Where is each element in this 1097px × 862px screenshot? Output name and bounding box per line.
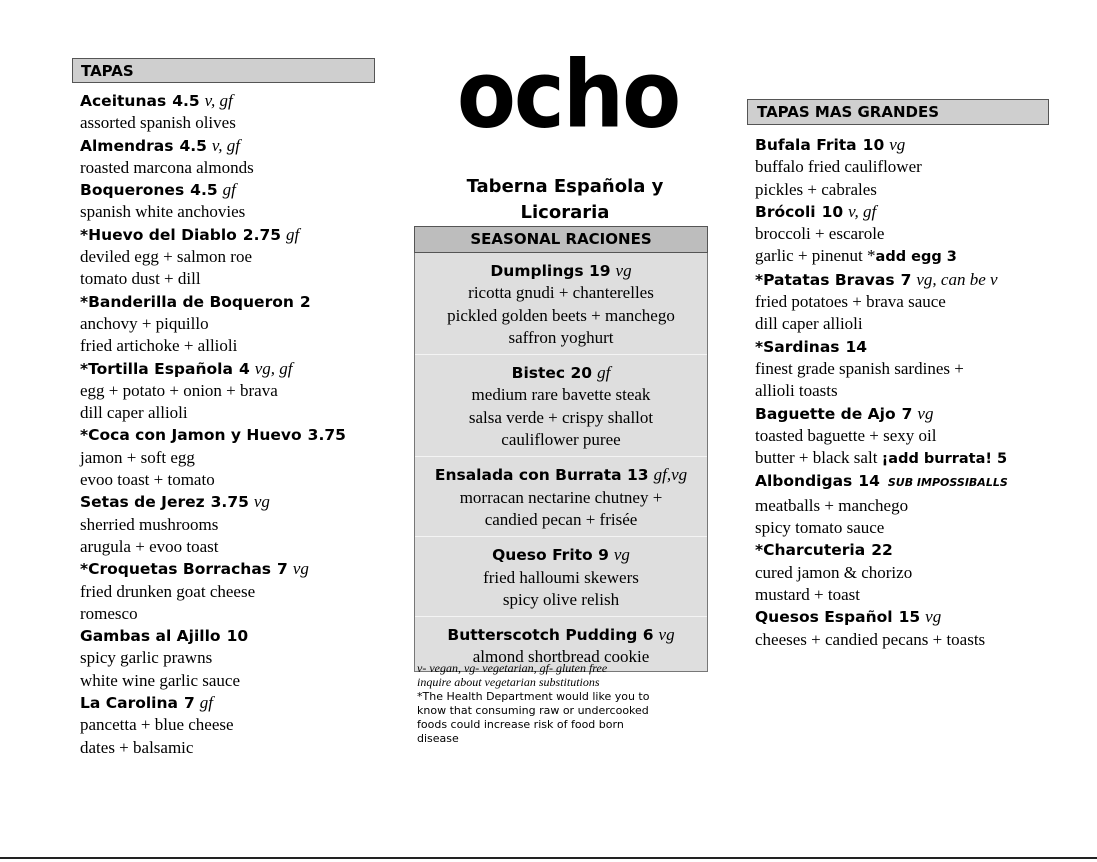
item-name: Brócoli (755, 202, 816, 221)
item-description: allioli toasts (755, 381, 838, 401)
seasonal-item-description: ricotta gnudi + chanterelles (468, 283, 654, 303)
grandes-list (755, 134, 1055, 651)
seasonal-item-name: Queso Frito 9 (492, 546, 609, 565)
item-description: meatballs + manchego (755, 495, 909, 515)
item-description: tomato dust + dill (80, 269, 201, 289)
item-name: Bufala Frita (755, 136, 857, 154)
seasonal-item-description: spicy olive relish (502, 589, 620, 609)
seasonal-item-diet-tags: gf (597, 363, 611, 383)
seasonal-item (415, 253, 707, 355)
item-description: romesco (80, 603, 138, 623)
tapas-header-label: TAPAS (81, 62, 134, 80)
diet-legend: v- vegan, vg- vegetarian, gf- gluten free (417, 661, 608, 675)
tapas-list (80, 90, 380, 759)
item-description: mustard + toast (755, 584, 860, 604)
item-price: 3.75 (210, 493, 249, 512)
menu-item (755, 539, 1055, 606)
bottom-divider (0, 857, 1097, 859)
seasonal-item-name-row (419, 362, 703, 384)
item-name-row (80, 625, 380, 647)
seasonal-item-description: pickled golden beets + manchego (447, 305, 675, 325)
item-name: *Croquetas Borrachas (80, 560, 272, 579)
item-name-row (80, 358, 380, 380)
item-name-row (80, 424, 380, 446)
addon-offer: ¡add burrata! 5 (881, 451, 1008, 468)
health-line: know that consuming raw or undercooked (417, 703, 649, 717)
seasonal-header (414, 226, 708, 253)
item-description: dill caper allioli (80, 403, 188, 423)
item-description: spicy tomato sauce (755, 518, 885, 538)
seasonal-item-description: cauliflower puree (501, 430, 621, 450)
menu-item (80, 90, 380, 135)
item-name: Boquerones (80, 181, 185, 200)
item-description: pancetta + blue cheese (80, 715, 234, 735)
item-description: roasted marcona almonds (80, 157, 254, 177)
footnote (417, 661, 717, 747)
seasonal-item (415, 457, 707, 537)
item-diet-tags: gf (199, 693, 214, 713)
item-description: egg + potato + onion + brava (80, 380, 278, 400)
item-name-row (755, 470, 1055, 494)
item-name: Quesos Español (755, 608, 893, 627)
item-description: fried drunken goat cheese (80, 581, 256, 601)
item-name-row (80, 90, 380, 112)
item-price: 4.5 (179, 136, 207, 155)
menu-item (80, 179, 380, 224)
item-description: finest grade spanish sardines + (755, 358, 964, 378)
seasonal-item-name: Ensalada con Burrata 13 (434, 466, 649, 485)
seasonal-item-description: saffron yoghurt (508, 327, 614, 347)
menu-item (755, 336, 1055, 403)
item-price: 10 (862, 136, 885, 154)
item-price: 10 (226, 627, 249, 646)
addon-description: butter + black salt (755, 448, 882, 468)
seasonal-item-diet-tags: gf,vg (653, 465, 688, 485)
item-name: Albondigas (755, 472, 853, 491)
item-description: buffalo fried cauliflower (755, 157, 922, 177)
item-description: spanish white anchovies (80, 202, 246, 222)
item-diet-tags: vg, gf (254, 358, 293, 378)
item-description: cured jamon & chorizo (755, 562, 913, 582)
item-name: *Charcuteria (755, 541, 866, 560)
item-price: 7 (901, 404, 913, 423)
item-diet-tags: vg (253, 492, 270, 512)
menu-item (755, 470, 1055, 539)
menu-item (80, 224, 380, 291)
seasonal-item-diet-tags: vg (658, 625, 675, 645)
seasonal-item-name: Bistec 20 (511, 364, 593, 383)
item-description: cheeses + candied pecans + toasts (755, 629, 986, 649)
menu-item (755, 269, 1055, 336)
menu-item (80, 291, 380, 358)
health-line: *The Health Department would like you to (417, 689, 650, 703)
seasonal-item-name-row (419, 260, 703, 282)
item-name-row (80, 224, 380, 246)
item-diet-tags: vg (292, 559, 309, 579)
item-price: 7 (277, 560, 288, 579)
seasonal-item-diet-tags: vg (615, 261, 632, 280)
item-name: Setas de Jerez (80, 493, 205, 512)
item-name-row (755, 403, 1055, 425)
item-name: *Banderilla de Boqueron (80, 292, 294, 311)
item-description: assorted spanish olives (80, 113, 236, 133)
seasonal-item-name: Dumplings 19 (490, 262, 611, 280)
item-name: Aceitunas (80, 92, 167, 110)
item-description: dill caper allioli (755, 314, 863, 334)
item-addon-line (755, 447, 1055, 470)
item-description: fried potatoes + brava sauce (755, 292, 946, 312)
item-diet-tags: vg (917, 403, 934, 423)
item-name-row (755, 269, 1055, 291)
item-name: *Coca con Jamon y Huevo (80, 426, 302, 445)
menu-item (80, 491, 380, 558)
seasonal-item-name-row (419, 464, 703, 486)
item-name-row (755, 134, 1055, 156)
item-name: Gambas al Ajillo (80, 627, 221, 646)
item-price: 4 (238, 359, 250, 378)
health-line: foods could increase risk of food born (417, 718, 624, 732)
item-price: 4.5 (172, 92, 200, 110)
item-name: *Patatas Bravas (755, 270, 895, 289)
menu-item (755, 201, 1055, 269)
seasonal-item-name: Butterscotch Pudding 6 (447, 626, 654, 645)
item-price: 14 (858, 472, 880, 491)
menu-item (80, 625, 380, 692)
item-name: *Tortilla Española (80, 359, 233, 378)
item-diet-tags: gf (286, 224, 300, 244)
item-name-row (755, 539, 1055, 561)
restaurant-subtitle: Taberna Española y Licoraria (466, 176, 664, 223)
item-diet-tags: v, gf (848, 201, 877, 221)
item-diet-tags: vg (889, 135, 906, 154)
item-name-row (80, 179, 380, 201)
item-description: deviled egg + salmon roe (80, 247, 252, 267)
item-description: pickles + cabrales (755, 179, 877, 199)
item-addon-line (755, 245, 1055, 268)
item-price: 2 (299, 292, 311, 311)
item-diet-tags: vg, can be v (916, 269, 998, 289)
item-name-row (80, 491, 380, 513)
item-name-row (80, 135, 380, 157)
item-name: Baguette de Ajo (755, 404, 896, 423)
item-description: white wine garlic sauce (80, 670, 241, 690)
item-price: 10 (821, 202, 844, 221)
item-diet-tags: v, gf (211, 135, 240, 155)
item-description: arugula + evoo toast (80, 536, 219, 556)
seasonal-item-name-row (419, 544, 703, 566)
seasonal-header-label: SEASONAL RACIONES (470, 230, 652, 248)
seasonal-list (414, 253, 708, 672)
item-name-row (755, 336, 1055, 358)
item-substitution-note: SUB IMPOSSIBALLS (887, 476, 1008, 490)
item-name: Almendras (80, 136, 174, 155)
item-price: 14 (845, 337, 868, 356)
seasonal-item-description: candied pecan + frisée (484, 509, 638, 529)
menu-item (80, 135, 380, 180)
vegetarian-note: inquire about vegetarian substitutions (417, 675, 600, 690)
item-diet-tags: v, gf (204, 91, 233, 110)
grandes-header (747, 99, 1049, 125)
item-description: sherried mushrooms (80, 514, 219, 534)
menu-item (80, 692, 380, 759)
menu-item (80, 558, 380, 625)
seasonal-item-description: fried halloumi skewers (483, 567, 639, 587)
grandes-header-label: TAPAS MAS GRANDES (757, 103, 940, 121)
item-name-row (80, 558, 380, 580)
seasonal-section (414, 226, 708, 672)
menu-item (755, 134, 1055, 201)
item-name: *Sardinas (755, 337, 840, 356)
seasonal-item-description: almond shortbread cookie (472, 647, 650, 667)
health-line: disease (417, 732, 459, 746)
item-description: dates + balsamic (80, 737, 194, 757)
item-price: 3.75 (307, 426, 346, 445)
item-diet-tags: gf (222, 180, 236, 200)
item-price: 7 (900, 270, 912, 289)
item-diet-tags: vg (925, 607, 942, 627)
item-description: broccoli + escarole (755, 224, 885, 244)
tapas-header (72, 58, 375, 83)
seasonal-item (415, 355, 707, 457)
seasonal-item-description: medium rare bavette steak (471, 385, 651, 405)
seasonal-item-description: salsa verde + crispy shallot (468, 407, 654, 427)
item-name-row (755, 201, 1055, 223)
item-name-row (80, 692, 380, 714)
item-name-row (755, 606, 1055, 628)
item-name: La Carolina (80, 694, 178, 713)
item-description: jamon + soft egg (80, 447, 195, 467)
item-description: toasted baguette + sexy oil (755, 425, 937, 445)
seasonal-item-description: morracan nectarine chutney + (459, 487, 663, 507)
ocho-logo: ocho (456, 40, 680, 149)
menu-item (80, 424, 380, 491)
seasonal-item-name-row (419, 624, 703, 646)
item-description: anchovy + piquillo (80, 313, 209, 333)
item-name-row (80, 291, 380, 313)
item-price: 4.5 (190, 181, 218, 200)
addon-description: garlic + pinenut * (755, 246, 876, 266)
item-description: fried artichoke + allioli (80, 336, 238, 356)
item-description: spicy garlic prawns (80, 648, 213, 668)
seasonal-item (415, 537, 707, 617)
item-price: 22 (871, 541, 893, 560)
addon-offer: add egg 3 (875, 249, 957, 266)
item-name: *Huevo del Diablo (80, 225, 237, 244)
item-price: 15 (898, 608, 921, 627)
menu-item (755, 403, 1055, 471)
item-price: 2.75 (242, 225, 282, 244)
menu-item (755, 606, 1055, 651)
seasonal-item-diet-tags: vg (613, 545, 630, 565)
item-description: evoo toast + tomato (80, 470, 215, 490)
item-price: 7 (183, 694, 195, 713)
menu-item (80, 358, 380, 425)
